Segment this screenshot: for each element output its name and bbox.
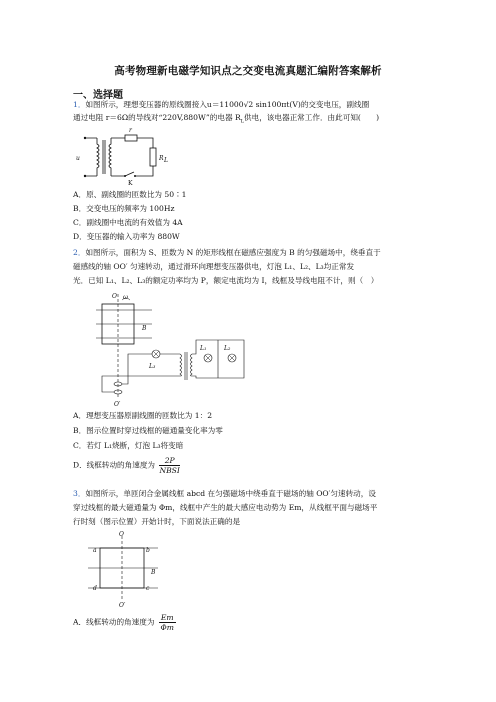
q3-number: 3． xyxy=(73,489,86,498)
q1-text-1: 如图所示，理想变压器的原线圈接入u＝11000√2 sin100πt(V)的交变电压，副线圈 xyxy=(85,100,370,109)
q2-number: 2． xyxy=(73,248,86,257)
q1-label-K: K xyxy=(128,180,133,187)
q3-option-a-prefix: A．线框转动的角速度为 xyxy=(73,617,155,627)
q3-line-2: 穿过线框的最大磁通量为 Φm，线框中产生的最大感应电动势为 Em，从线框平面与磁场平 xyxy=(73,503,378,512)
q3-label-B: B xyxy=(151,569,156,576)
q1-text-2b: 供电，该电器正常工作．由此可知( ) xyxy=(244,113,380,122)
q2-label-L2: L₂ xyxy=(224,345,231,352)
q3-line-1 xyxy=(73,489,376,499)
q2-option-d-denominator: NBSI xyxy=(159,466,180,475)
q2-label-Oprime: O′ xyxy=(114,401,121,408)
q1-number: 1． xyxy=(73,100,86,109)
q2-option-d[interactable] xyxy=(73,456,180,475)
q1-line-2: 通过电阻 r＝6Ω的导线对“220V,880W”的电器 $R_L$供电，该电器正常工作．由此可知( ) xyxy=(73,113,380,125)
q1-option-a[interactable]: A．原、副线圈的匝数比为 50∶1 xyxy=(73,190,187,199)
q1-label-u: u xyxy=(76,155,80,162)
q3-text-1: 如图所示，单匝闭合金属线框 abcd 在匀强磁场中绕垂直于磁场的轴 OO′匀速转动，设 xyxy=(85,489,376,498)
section-heading: 一、选择题 xyxy=(73,90,123,101)
q2-label-L3: L₃ xyxy=(149,363,156,370)
page-title: 高考物理新电磁学知识点之交变电流真题汇编附答案解析 xyxy=(114,65,382,77)
q2-option-d-prefix: D．线框转动的角速度为 xyxy=(73,460,156,470)
q1-transformer-figure xyxy=(73,126,173,188)
q3-line-3: 行时刻（图示位置）开始计时，下面说法正确的是 xyxy=(73,517,241,526)
q1-option-d[interactable]: D．变压器的输入功率为 880W xyxy=(73,232,180,241)
q2-option-a[interactable]: A．理想变压器原副线圈的匝数比为 1：2 xyxy=(73,411,213,420)
q2-label-B: B xyxy=(142,325,147,332)
q2-line-2: 磁感线的轴 OO′ 匀速转动，通过滑环向理想变压器供电，灯泡 L₁、L₂、L₃均正常发 xyxy=(73,262,355,271)
q3-label-Oprime: O′ xyxy=(119,602,126,609)
q3-label-c: c xyxy=(146,585,150,592)
q3-option-a-denominator: Φm xyxy=(160,623,174,632)
q1-label-r: r xyxy=(129,127,132,134)
q1-option-c[interactable]: C．副线圈中电流的有效值为 4A xyxy=(73,218,183,227)
q2-option-b[interactable]: B．图示位置时穿过线框的磁通量变化率为零 xyxy=(73,426,223,435)
q2-line-3: 光．已知 L₁、L₂、L₃的额定功率均为 P，额定电流均为 I，线框及导线电阻不计，则（ ） xyxy=(73,276,379,285)
q3-label-b: b xyxy=(146,547,150,554)
svg-text:L: L xyxy=(164,157,168,164)
q1-line-1 xyxy=(73,100,369,110)
q3-option-a-fraction xyxy=(159,613,176,632)
q3-label-d: d xyxy=(93,585,97,592)
q1-text-2: 通过电阻 r＝6Ω的导线对“220V,880W”的电器 R xyxy=(73,113,241,122)
q3-frame-figure xyxy=(88,530,168,608)
q1-option-b[interactable]: B．交变电压的频率为 100Hz xyxy=(73,204,175,213)
q2-generator-figure xyxy=(96,290,256,408)
q2-line-1 xyxy=(73,248,381,258)
q2-label-L1: L₁ xyxy=(200,345,207,352)
q2-option-d-fraction xyxy=(159,456,179,475)
q2-label-omega: ω xyxy=(123,294,128,301)
q3-label-O: O xyxy=(119,531,124,538)
q2-text-1: 如图所示，面积为 S、匝数为 N 的矩形线框在磁感应强度为 B 的匀强磁场中，绕垂直于 xyxy=(85,248,381,257)
q3-label-a: a xyxy=(93,547,97,554)
q2-label-O: O xyxy=(112,293,117,300)
q3-option-a[interactable] xyxy=(73,613,176,632)
q2-option-c[interactable]: C．若灯 L₁烧断，灯泡 L₃将变暗 xyxy=(73,441,184,450)
q2-option-d-numerator: 2P xyxy=(159,456,179,466)
q1-label-RL: R xyxy=(159,155,164,162)
q3-option-a-numerator: Em xyxy=(160,613,174,622)
